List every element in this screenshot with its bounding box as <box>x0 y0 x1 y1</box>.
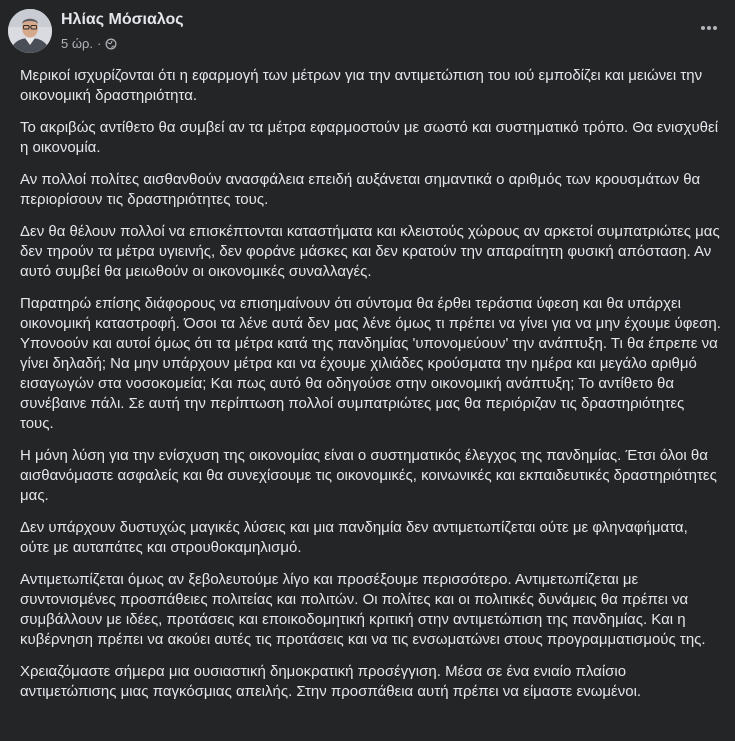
meta-separator: · <box>97 36 102 51</box>
author-name[interactable]: Ηλίας Μόσιαλος <box>61 11 184 28</box>
post-paragraph: Μερικοί ισχυρίζονται ότι η εφαρμογή των μέτρων για την αντιμετώπιση του ιού εμποδίζει και μειώνει την οικονομική δραστηριότητα. <box>20 67 703 104</box>
post-body <box>20 66 721 714</box>
post-paragraph: Παρατηρώ επίσης διάφορους να επισημαίνουν ότι σύντομα θα έρθει τεράστια ύφεση και θα υπάρχει οικονομική καταστροφή. Όσοι τα λένε αυτά δεν μας λένε όμως τι πρέπει να γίνει για να μην έχουμε ύφεση. Υπονοούν και αυτοί όμως ότι τα μέτρα κατά της πανδημίας 'υπονομεύουν' την ανάπτυξη. Τι θα έπρεπε να γίνει δηλαδή; Να μην υπάρχουν μέτρα και να έχουμε χιλιάδες κρούσματα την ημέρα και μεγάλο αριθμό εισαγωγών στα νοσοκομεία; Και πως αυτό θα οδηγούσε στην οικονομική ανάπτυξη; Το αντίθετο θα συνέβαινε πάλι. Σε αυτή την περίπτωση πολλοί συμπατριώτες μας θα περιόριζαν τις δραστηριότητες τους. <box>20 295 721 432</box>
post-paragraph: Αν πολλοί πολίτες αισθανθούν ανασφάλεια επειδή αυξάνεται σημαντικά ο αριθμός των κρουσμάτων θα περιορίσουν τις δραστηριότητες τους. <box>20 171 701 208</box>
more-options-button[interactable] <box>695 18 723 38</box>
post-timestamp[interactable]: 5 ώρ. <box>61 36 93 51</box>
post-paragraph: Δεν υπάρχουν δυστυχώς μαγικές λύσεις και μια πανδημία δεν αντιμετωπίζεται ούτε με φληναφήματα, ούτε με αυταπάτες και στρουθοκαμηλισμό. <box>20 519 688 556</box>
post-paragraph: Αντιμετωπίζεται όμως αν ξεβολευτούμε λίγο και προσέξουμε περισσότερο. Αντιμετωπίζεται με συντονισμένες προσπάθειες πολιτείας και πολιτών. Οι πολίτες και οι πολιτικές δυνάμεις θα πρέπει να συμβάλλουν με ιδέες, προτάσεις και εποικοδομητική κριτική στην αντιμετώπιση της πανδημίας. Και η κυβέρνηση πρέπει να ακούει αυτές τις προτάσεις και να τις ενσωματώνει στους προγραμματισμούς της. <box>20 571 706 648</box>
post-header <box>8 8 727 56</box>
post-paragraph: Το ακριβώς αντίθετο θα συμβεί αν τα μέτρα εφαρμοστούν με σωστό και συστηματικό τρόπο. Θα ενισχυθεί η οικονομία. <box>20 119 719 156</box>
avatar-photo-icon <box>8 9 52 53</box>
post-paragraph: Η μόνη λύση για την ενίσχυση της οικονομίας είναι ο συστηματικός έλεγχος της πανδημίας. Έτσι όλοι θα αισθανόμαστε ασφαλείς και θα συνεχίσουμε τις οικονομικές, κοινωνικές και εκπαιδευτικές δραστηριότητες μας. <box>20 447 717 504</box>
more-horizontal-icon <box>700 25 718 31</box>
post-meta <box>61 36 117 51</box>
avatar[interactable] <box>8 9 52 53</box>
post-paragraph: Χρειαζόμαστε σήμερα μια ουσιαστική δημοκρατική προσέγγιση. Μέσα σε ένα ενιαίο πλαίσιο αντιμετώπισης μιας παγκόσμιας απειλής. Στην προσπάθεια αυτή πρέπει να είμαστε ενωμένοι. <box>20 663 642 700</box>
globe-icon[interactable] <box>105 38 117 50</box>
post-paragraph: Δεν θα θέλουν πολλοί να επισκέπτονται καταστήματα και κλειστούς χώρους αν αρκετοί συμπατριώτες μας δεν τηρούν τα μέτρα υγιεινής, δεν φοράνε μάσκες και δεν κρατούν την απαραίτητη φυσική απόσταση. Αν αυτό συμβεί θα μειωθούν οι οικονομικές συναλλαγές. <box>20 223 720 280</box>
